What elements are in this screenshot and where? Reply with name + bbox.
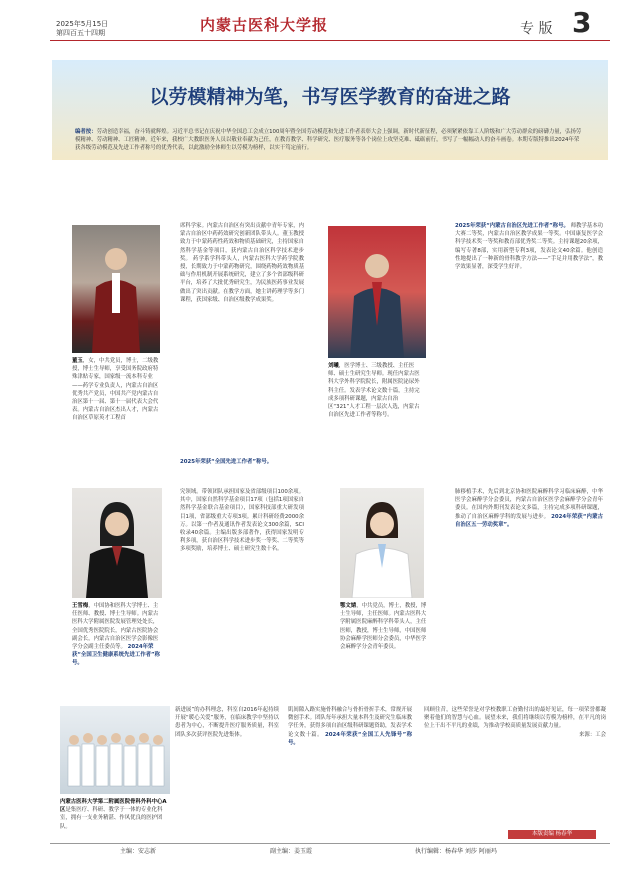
closing-paragraph <box>424 706 606 824</box>
profile-name: 董玉 <box>72 358 83 364</box>
article-column-text: 究领域。带领团队承担国家及省部级项目100余项。其中，国家自然科学基金项目17项（包括1项国家自然科学基金联合基金项目），国家科技部重大研发项目1项，省部级重大专项3项。累计科研经费2000余万。以第一作者及通讯作者发表论文300余篇，SCI收录40余篇。主编出版多部著作，获得国家发明专利多项，获自治区科学技术进步奖一等奖、二等奖等多项奖励，培养博士、硕士研究生数十名。 <box>180 489 304 553</box>
profile-name: 王雪梅 <box>72 603 89 609</box>
team-photo-orthopedics <box>60 706 170 794</box>
team-name: 内蒙古医科大学第二附属医院骨科外科中心A区 <box>60 799 167 814</box>
page-editor-badge: 本版责编 杨春华 <box>508 830 596 839</box>
profile-name: 刘曦 <box>328 363 339 369</box>
editor-note <box>75 128 583 152</box>
masthead-bar <box>0 0 630 42</box>
article-column-text: 药学系学科带头人，内蒙古医科大学药学院教授，长期致力于中蒙药物研究，围绕药物药效物质基础与作用机制开展系统研究，建立了多个省部级科研平台，培养了大批优秀研究生，为民族医药事业发展做出了突出贡献。在教学方面，她主讲药理学等多门课程，获国家级、自治区级教学成果奖。 <box>180 255 304 303</box>
profile-caption-liu-xi: 刘曦，医学博士、三级教授、主任医师、硕士生研究生导师。现任内蒙古医科大学外科学院院长，附属医院泌尿外科主任。发表学术论文数十篇，主持完成多项科研课题，内蒙古自治区“321”人才工程一层次人选，内蒙古自治区先进工作者等称号。 <box>328 363 420 419</box>
profile-name: 鄂文婧 <box>340 603 357 609</box>
person-silhouette-icon <box>72 488 162 598</box>
team-caption <box>60 798 170 838</box>
profile-caption-text: 医学博士、三级教授、主任医师、硕士生研究生导师。现任内蒙古医科大学外科学院院长，附属医院泌尿外科主任。发表学术论文数十篇，主持完成多项科研课题，内蒙古自治区“321”人才工程一层次人选，内蒙古自治区先进工作者等称号。 <box>328 363 420 419</box>
person-silhouette-icon <box>72 225 160 353</box>
article-column-text: 新进展”的办科理念，科室自2016年起持续开展“暖心关爱”服务，在临床教学中坚持以患者为中心，不断提升医疗服务质量，科室团队多次获评医院先进集体。 <box>175 707 279 738</box>
footer-editor-1: 主编：安志新 <box>120 848 157 855</box>
issue-date <box>56 20 108 38</box>
article-wang-xuemei <box>180 488 304 678</box>
page-number: 3 <box>572 6 592 39</box>
article-team <box>175 706 279 836</box>
profile-caption-dong-yu: 董玉，女，中共党员，博士，二级教授，博士生导师，享受国务院政府特殊津贴专家，国家级一流本科专业——药学专业负责人，内蒙古自治区优秀共产党员，中国共产党内蒙古自治区第十一届、第十一届代表大会代表。内蒙古自治区杰出人才，内蒙古自治区草原英才工程首 <box>72 358 159 422</box>
header-divider <box>50 40 610 41</box>
person-silhouette-icon <box>328 226 426 358</box>
profile-caption-wang-xuemei: 王雪梅，中国协和医科大学博士、主任医师、教授、博士生导师。内蒙古医科大学附属医院发展管理处处长，全国优秀医院院长，内蒙古医院协会副会长，内蒙古自治区医学会影像医学分会副主任委员等。 2024年荣获“全国卫生健康系统先进工作者”称号。 <box>72 603 160 667</box>
article-dong-yu <box>180 222 304 454</box>
profile-caption-text: 中国协和医科大学博士、主任医师、教授、博士生导师。内蒙古医科大学附属医院发展管理处处长，全国优秀医院院长，内蒙古医院协会副会长，内蒙古自治区医学会影像医学分会副主任委员等。 <box>72 603 159 651</box>
group-photo-icon <box>60 706 170 794</box>
issue-number: 第四百五十四期 <box>56 29 105 37</box>
editor-note-lead: 编者按： <box>75 129 97 135</box>
profile-caption-e-wenjing: 鄂文婧，中共党员，博士，教授，博士生导师，主任医师。内蒙古医科大学附属医院麻醉科学科带头人，主任医师，教授，博士生导师，中国医师协会麻醉学医师分会委员，中华医学会麻醉学分会青年委员。 <box>340 603 427 651</box>
article-column-text: 肺移植手术，先后到北京协和医院麻醉科学习临床麻醉，中华医学会麻醉学分会委员，内蒙古自治区医学会麻醉学分会青年委员。在国内外期刊发表论文多篇，主持完成多项科研课题，推动了自治区麻醉学科的发展与进步。 <box>455 489 603 520</box>
editor-note-text: 劳动创造幸福，奋斗铸就辉煌。习近平总书记在庆祝中华全国总工会成立100周年暨全国劳动模范和先进工作者表彰大会上强调，新时代新征程，必须紧紧依靠工人阶级和广大劳动群众的磅礴力量，弘扬劳模精神、劳动精神、工匠精神。近年来，我校广大教职医务人员以敬业奉献为己任，在教育教学、科学研究、医疗服务等各个岗位上攻坚克难、砥砺前行，书写了一幅幅动人的奋斗画卷。本期专版特推出2024年荣获各级劳动模范及先进工作者称号的优秀代表，以此激励全体师生以劳模为榜样，以实干笃定前行。 <box>75 129 582 151</box>
person-silhouette-icon <box>340 488 424 598</box>
profile-caption-text: 女，中共党员，博士，二级教授，博士生导师，享受国务院政府特殊津贴专家，国家级一流本科专业——药学专业负责人，内蒙古自治区优秀共产党员，中国共产党内蒙古自治区第十一届、第十一届代表大会代表。内蒙古自治区杰出人才，内蒙古自治区草原英才工程首 <box>72 358 159 422</box>
article-column-text: 肌间隙入路实施骨科融合与骨折骨折手术，常规开展微创手术。团队每年承担大量本科生及研究生临床教学任务，获得多项自治区级科研课题资助，发表学术论文数十篇。 <box>288 707 412 738</box>
source-line: 来源：工会 <box>579 731 606 738</box>
profile-photo-wang-xuemei <box>72 488 162 598</box>
footer-editor-2: 副主编：姜玉霞 <box>270 848 313 855</box>
newspaper-logo: 内蒙古医科大学报 <box>200 16 329 34</box>
profile-caption-text: 中共党员，博士，教授，博士生导师，主任医师。内蒙古医科大学附属医院麻醉科学科带头人，主任医师，教授，博士生导师，中国医师协会麻醉学医师分会委员，中华医学会麻醉学分会青年委员。 <box>340 603 427 651</box>
award-team: 2024年荣获“全国工人先锋号”称号。 <box>288 731 412 746</box>
footer-divider <box>50 843 610 844</box>
profile-photo-e-wenjing <box>340 488 424 598</box>
section-label: 专 版 <box>520 21 553 37</box>
award-wang-xuemei: 2024年荣获“全国卫生健康系统先进工作者”称号。 <box>72 644 160 667</box>
article-liu-xi <box>455 222 603 454</box>
date-text: 2025年5月15日 <box>56 20 109 28</box>
headline: 以劳模精神为笔，书写医学教育的奋进之路 <box>149 86 511 108</box>
team-caption-text: 是集医疗、科研、教学于一体的专业化科室，拥有一支业务精湛、作风优良的医护团队。 <box>60 807 163 830</box>
article-column-text: 师教学基本功大赛二等奖，内蒙古自治区教学成果一等奖。中国康复医学会科学技术奖一等奖和教育部优秀奖二等奖。主持课题20余项，编写专著8部，实用新型专利3项，发表论文40余篇。他创造性地提出了一种新的骨科教学方法——“手足并用教学法”，教学效果显著，深受学生好评。 <box>455 223 603 271</box>
award-liu-xi: 2025年荣获“内蒙古自治区先进工作者”称号。 <box>455 223 569 229</box>
article-team-continued <box>288 706 412 836</box>
award-e-wenjing: 2024年荣获“内蒙古自治区五一劳动奖章”。 <box>455 513 603 528</box>
closing-text: 回顾往昔，这些荣誉是对学校教职工奋勤付出的最好见证，每一项荣誉都凝聚着他们的智慧与心血。展望未来，我们将继续以劳模为榜样，在平凡的岗位上干出不平凡的业绩，为推动学校高质量发展贡献力量。 <box>424 707 606 730</box>
footer-editor-3: 执行编辑：杨春华 刘莎 阿丽玛 <box>415 848 497 855</box>
article-e-wenjing <box>455 488 603 678</box>
award-dong-yu: 2025年荣获“全国先进工作者”称号。 <box>180 459 273 465</box>
profile-photo-liu-xi <box>328 226 426 358</box>
article-body: 席科学家。内蒙古自治区有突出贡献中青年专家，内蒙古自治区中药药效研究创新团队带头人。董玉教授致力于中蒙药药性药效和物质基础研究，主持国家自然科学基金等项目，获内蒙古自治区科学技术进步奖。 <box>180 223 304 262</box>
profile-photo-dong-yu <box>72 225 160 353</box>
